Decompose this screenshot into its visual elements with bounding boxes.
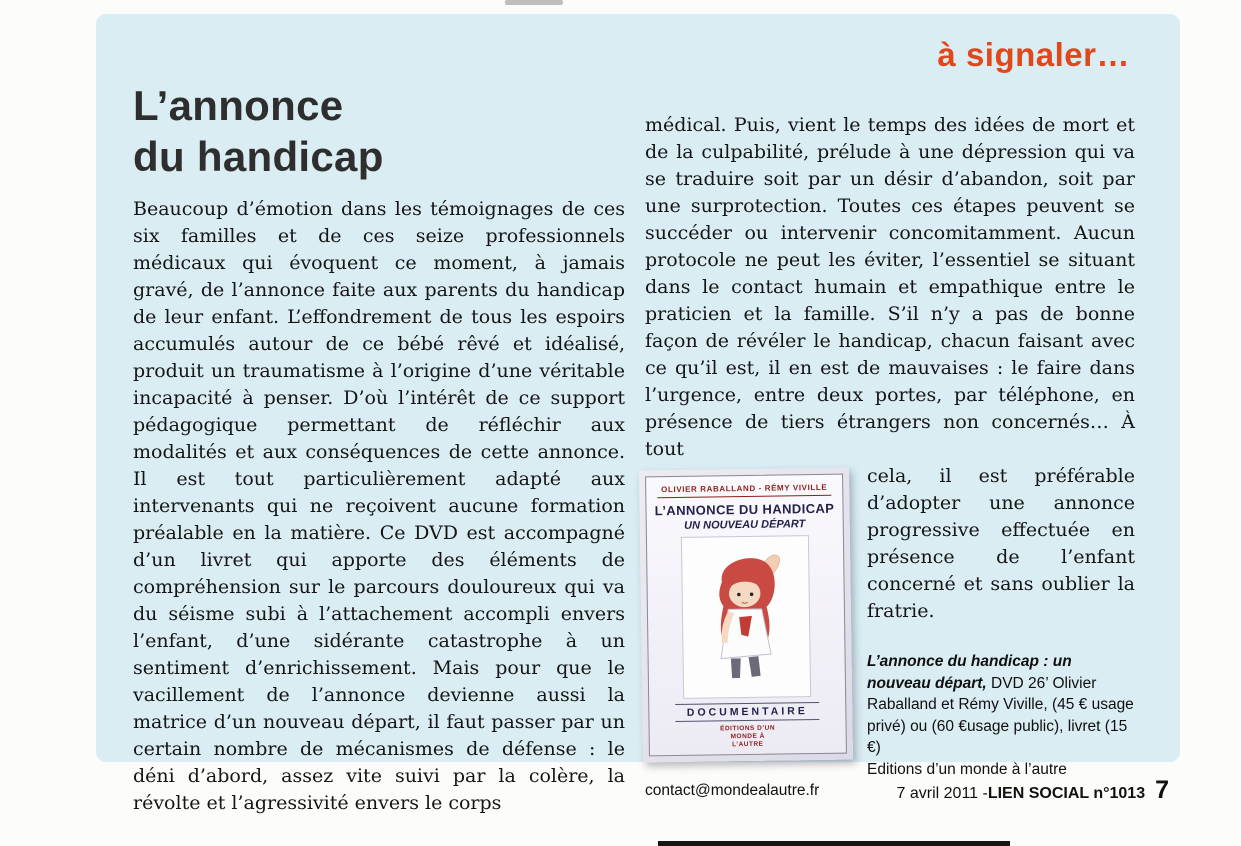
dvd-cover: [645, 474, 847, 757]
caption-publisher: Editions d’un monde à l’autre: [867, 760, 1067, 778]
dvd-illustration-box: [681, 535, 811, 699]
girl-illustration: [686, 547, 806, 687]
footer-publication: LIEN SOCIAL n°1013: [987, 785, 1146, 802]
dvd-publisher-logo: ÉDITIONS D’UN MONDE À L’AUTRE: [720, 724, 776, 749]
dvd-title: L’ANNONCE DU HANDICAP: [654, 500, 835, 519]
dvd-photo-backdrop: [639, 468, 853, 763]
page-footer: [897, 776, 1169, 805]
caption-lead: L’annonce du handicap : un nouveau départ,: [867, 653, 1072, 692]
dvd-authors: OLIVIER RABALLAND - RÉMY VIVILLE: [657, 481, 831, 498]
dvd-banner: DOCUMENTAIRE: [675, 702, 820, 722]
dvd-cover-image: [641, 469, 851, 761]
body-text-right-start: médical. Puis, vient le temps des idées de mort et de la culpabilité, prélude à une dépression qui va se traduire soit par un désir d’abandon, soit par une surprotection. Toutes ces étapes peuvent se succéder ou intervenir concomitamment. Aucun protocole ne peut les éviter, l’essentiel se situant dans le contact humain et empathique entre le praticien et la famille. S’il n’y a pas de bonne façon de révéler le handicap, chacun faisant avec ce qu’il est, il en est de mauvaises : le faire dans l’urgence, entre deux portes, par téléphone, en présence de tiers étrangers non concernés… À tout: [645, 114, 1135, 460]
article-title: [133, 80, 384, 182]
body-text-left: Beaucoup d’émotion dans les témoignages de ces six familles et de ces seize professionnels médicaux qui évoquent ce moment, à jamais gravé, de l’annonce faite aux parents du handicap de leur enfant. L’effondrement de tous les espoirs accumulés autour de ce bébé rêvé et idéalisé, produit un traumatisme à l’origine d’une véritable incapacité à penser. D’où l’intérêt de ce support pédagogique permettant de réfléchir aux modalités et aux conséquences de cette annonce. Il est tout particulièrement adapté aux intervenants qui ne reçoivent aucune formation préalable en la matière. Ce DVD est accompagné d’un livret qui apporte des éléments de compréhension sur le parcours douloureux qui va du séisme subi à l’attachement accompli envers l’enfant, d’une sidérante catastrophe à un sentiment d’enrichissement. Mais pour que le vacillement de l’annonce devienne aussi la matrice d’un nouveau départ, il faut passer par un certain nombre de mécanismes de défense : le déni d’abord, assez vite suivi par la colère, la révolte et l’agressivité envers le corps: [133, 198, 625, 814]
footer-date: 7 avril 2011 -: [896, 785, 988, 802]
article-title-line2: du handicap: [133, 133, 384, 180]
article-title-line1: L’annonce: [133, 82, 344, 129]
wrap-section: [645, 463, 1135, 802]
scan-artifact-top: [505, 0, 563, 5]
footer-page-number: 7: [1155, 776, 1169, 804]
dvd-subtitle: UN NOUVEAU DÉPART: [684, 518, 806, 532]
right-column: [645, 112, 1135, 802]
body-text-right-wrap: cela, il est préférable d’adopter une annonce progressive effectuée en présence de l’enfant concerné et sans oublier la fratrie.: [867, 465, 1135, 622]
caption-contact: contact@mondealautre.fr: [645, 782, 820, 799]
left-column: [133, 196, 625, 817]
section-label: à signaler…: [937, 36, 1130, 73]
scan-artifact-bottom: [658, 841, 1010, 846]
caption-body: DVD 26’ Olivier Raballand et Rémy Viville, (45 € usage privé) ou (60 €usage public), livret (15 €): [867, 674, 1134, 756]
